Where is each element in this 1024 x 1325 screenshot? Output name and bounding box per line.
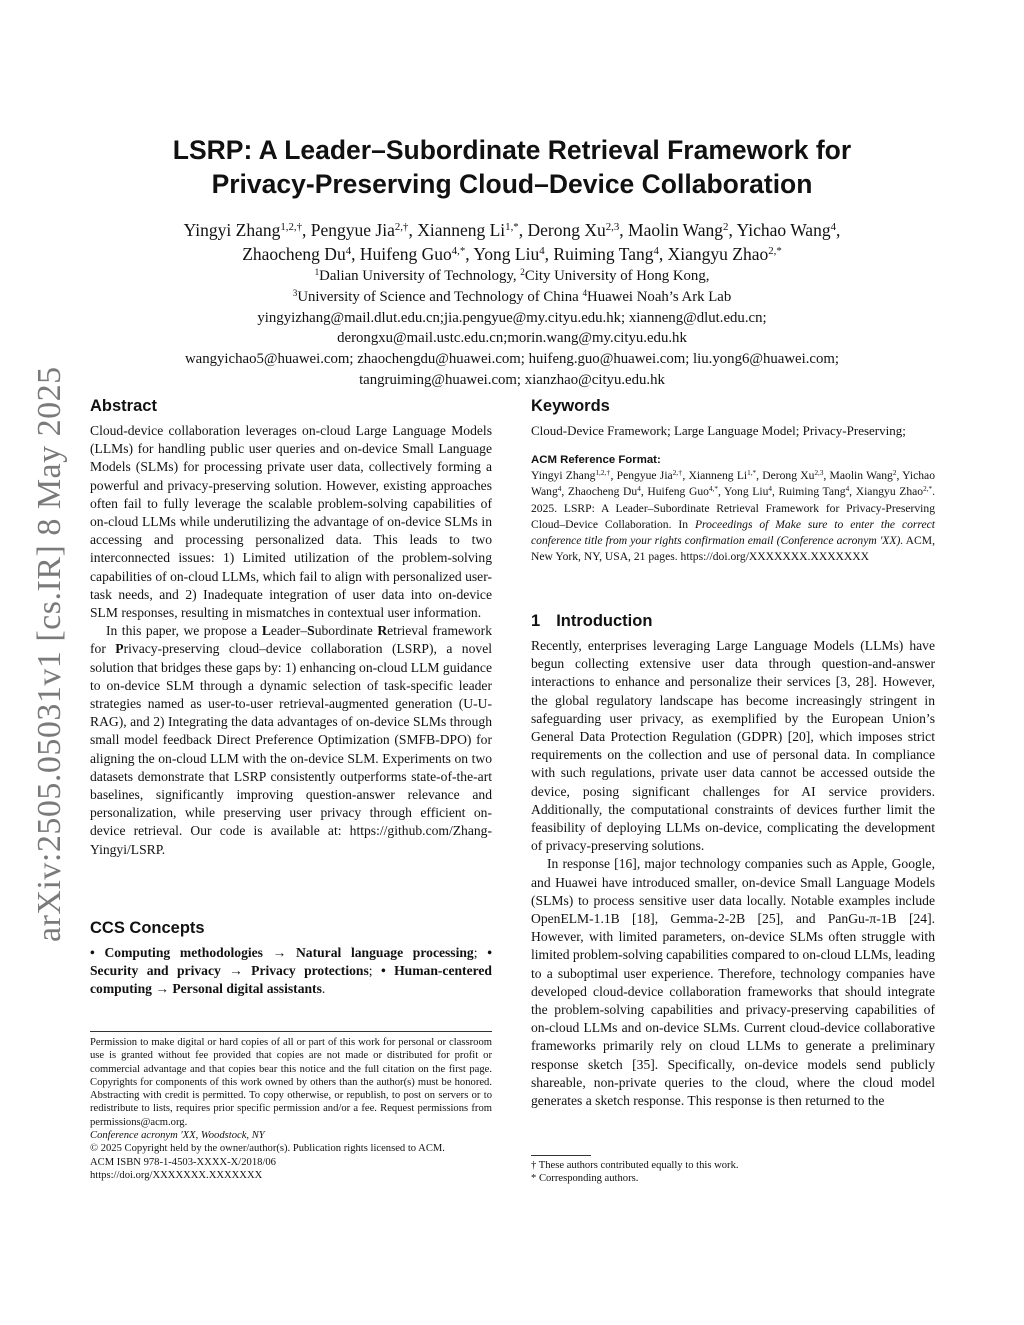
author-line-2: Zhaocheng Du$^4$, Huifeng Guo$^{4,*}$, Yong Liu$^4$, Ruiming Tang$^4$, Xiangyu Zhao$^{2,*}$: [242, 244, 782, 264]
introduction-section: [531, 612, 935, 1110]
footnote-rule: [90, 1031, 492, 1032]
email-line: tangruiming@huawei.com; xianzhao@cityu.edu.hk: [359, 371, 665, 388]
author-sup: 2,†: [394, 221, 409, 234]
acm-reference-text: Yingyi Zhang$^{1,2,\dagger}$, Pengyue Jia$^{2,\dagger}$, Xianneng $Li^{1,*}$, Derong Xu$^{2,3}$, Maolin Wang$^2$, Yichao Wang$^4$, Zhaocheng Du$^4$, Huifeng Guo$^{4,*}$, Yong Liu$^4$, Ruiming Tang$^4$, Xiangyu Zhao$^{2,*}$. 2025. LSRP: A Leader–Subordinate Retrieval Framework for Privacy-Preserving Cloud–Device Collaboration. In Proceedings of Make sure to enter the correct conference title from your rights confirmation email (Conference acronym 'XX). ACM, New York, NY, USA, 21 pages. https://doi.org/XXXXXXX.XXXXXXX: [531, 469, 935, 564]
ccs-heading: CCS Concepts: [90, 919, 205, 937]
arxiv-identifier: arXiv:2505.05031v1 [cs.IR] 8 May 2025: [31, 366, 68, 942]
author-name: Ruiming Tang: [553, 244, 654, 264]
title-line-1: LSRP: A Leader–Subordinate Retrieval Framework for: [172, 135, 852, 165]
permission-text: Permission to make digital or hard copies of all or part of this work for personal or classroom use is granted without fee provided that copies are not made or distributed for profit or commercial advantage and that copies bear this notice and the full citation on the first page. Copyrights for components of this work owned by others than the author(s) must be honored. Abstracting with credit is permitted. To copy otherwise, or republish, to post on servers or to redistribute to lists, requires prior specific permission and/or a fee. Request permissions from permissions@acm.org.: [90, 1037, 492, 1128]
author-sup: 2: [723, 221, 729, 234]
isbn-line: ACM ISBN 978-1-4503-XXXX-X/2018/06: [90, 1156, 276, 1168]
introduction-heading: [531, 612, 935, 631]
keywords-text: Cloud-Device Framework; Large Language Model; Privacy-Preserving;: [531, 423, 906, 438]
ccs-body: • Computing methodologies → Natural language processing; • Security and privacy → Privacy protections; • Human-centered computing → Personal digital assistants.: [90, 945, 492, 997]
section-number: 1: [531, 612, 541, 630]
abstract-section: [90, 397, 492, 859]
author-sup: 2,*: [768, 245, 782, 258]
author-name: Yong Liu: [473, 244, 540, 264]
abstract-heading: Abstract: [90, 397, 157, 415]
author-sup: 4: [345, 245, 352, 258]
author-name: Zhaocheng Du: [242, 244, 346, 264]
title-line-2: Privacy-Preserving Cloud–Device Collaboration: [211, 169, 813, 199]
doi-line: https://doi.org/XXXXXXX.XXXXXXX: [90, 1169, 263, 1181]
paper-title: [100, 133, 924, 201]
author-name: Xiangyu Zhao: [667, 244, 769, 264]
section-title: Introduction: [556, 612, 653, 630]
introduction-body: [531, 637, 935, 1110]
intro-paragraph-1: Recently, enterprises leveraging Large Language Models (LLMs) have begun collecting extensive user data through question-and-answer interactions to enhance and personalize their services [3, 28]. However, the global regulatory landscape has become increasingly stringent in safeguarding user privacy, as exemplified by the European Union’s General Data Protection Regulation (GDPR) [20], which imposes strict requirements on the collection and use of personal data. In compliance with such regulations, private user data cannot be accessed outside the device, posing significant challenges for AI service providers. Additionally, the computational constraints of devices further limit the feasibility of deploying LLMs on-device, complicating the development of privacy-preserving solutions.: [531, 638, 935, 854]
email-line: derongxu@mail.ustc.edu.cn;morin.wang@my.cityu.edu.hk: [337, 330, 687, 347]
author-name: Derong Xu: [527, 220, 606, 240]
copyright-line: © 2025 Copyright held by the owner/author(s). Publication rights licensed to ACM.: [90, 1143, 445, 1155]
acm-reference: [531, 454, 935, 566]
author-sup: 1,*: [505, 221, 519, 234]
author-name: Yichao Wang: [736, 220, 831, 240]
keywords-heading: Keywords: [531, 397, 610, 415]
email-line: yingyizhang@mail.dlut.edu.cn;jia.pengyue@my.cityu.edu.hk; xianneng@dlut.edu.cn;: [257, 309, 767, 326]
email-line: wangyichao5@huawei.com; zhaochengdu@huawei.com; huifeng.guo@huawei.com; liu.yong6@huawei.com;: [184, 351, 840, 368]
author-sup: 4: [653, 245, 659, 258]
author-name: Huifeng Guo: [359, 244, 452, 264]
ccs-section: [90, 919, 492, 999]
affiliations: [80, 266, 944, 391]
author-sup: 4: [539, 245, 545, 258]
conference-line: Conference acronym 'XX, Woodstock, NY: [90, 1130, 265, 1142]
footnote-rule: [531, 1155, 591, 1156]
author-sup: 2,3: [605, 221, 620, 234]
footnote-corresponding: * Corresponding authors.: [531, 1173, 639, 1185]
author-footnotes: [531, 1159, 935, 1186]
acm-reference-heading: ACM Reference Format:: [531, 454, 661, 466]
author-list: [80, 218, 944, 266]
footnote-equal-contribution: † These authors contributed equally to this work.: [531, 1160, 739, 1171]
keywords-section: [531, 397, 935, 440]
affiliation-line-1: $^1$Dalian University of Technology, $^2$City University of Hong Kong,: [314, 266, 710, 284]
author-name: Yingyi Zhang: [183, 220, 281, 240]
abstract-paragraph-1: Cloud-device collaboration leverages on-cloud Large Language Models (LLMs) for handling public user queries and on-device Small Language Models (SLMs) for processing private user data, collectively forming a powerful and privacy-preserving solution. However, existing approaches often fail to fully leverage the scalable problem-solving capabilities of on-cloud LLMs while underutilizing the advantage of on-device SLMs in accessing and processing personalized data. This leads to two interconnected issues: 1) Limited utilization of the problem-solving capabilities of on-cloud LLMs, which fail to align with personalized user-task needs, and 2) Inadequate integration of user data into on-device SLM responses, resulting in mismatches in contextual user information.: [90, 423, 492, 621]
author-name: Maolin Wang: [628, 220, 724, 240]
intro-paragraph-2: In response [16], major technology companies such as Apple, Google, and Huawei have introduced smaller, on-device Small Language Models (SLMs) to process sensitive user data locally. Notable examples include OpenELM-1.1B [18], Gemma-2-2B [25], and PanGu-π-1B [24]. However, with limited parameters, on-device SLMs often struggle with limited problem-solving capabilities compared to on-cloud LLMs, leading to a suboptimal user experience. Therefore, technology companies have developed cloud-device collaboration frameworks that should integrate the problem-solving capabilities and privacy-preserving capabilities of on-cloud LLMs and on-device SLMs. Current cloud-device collaborative frameworks primarily rely on cloud LLMs to generate a preliminary response sketch [35]. Specifically, on-device models send publicly shareable, non-private queries to the cloud, where the cloud model generates a sketch response. This response is then returned to the: [531, 856, 935, 1109]
abstract-body: [90, 422, 492, 859]
author-name: Pengyue Jia: [310, 220, 395, 240]
author-sup: 4,*: [451, 245, 466, 258]
abstract-paragraph-2: In this paper, we propose a Leader–Subordinate Retrieval framework for Privacy-preserving cloud–device collaboration (LSRP), a novel solution that bridges these gaps by: 1) enhancing on-cloud LLM guidance to on-device SLM through a dynamic selection of task-specific leader strategies named as user-to-user retrieval-augmented generation (U-U-RAG), and 2) Integrating the data advantages of on-device SLMs through small model feedback Direct Preference Optimization (SMFB-DPO) for aligning the on-cloud LLM with the on-device SLM. Experiments on two datasets demonstrate that LSRP consistently outperforms state-of-the-art baselines, significantly improving question-answer relevance and personalization, while preserving user privacy through efficient on-device retrieval. Our code is available at: https://github.com/Zhang-Yingyi/LSRP.: [90, 623, 493, 857]
author-name: Xianneng Li: [417, 220, 506, 240]
author-sup: 4: [830, 221, 836, 234]
affiliation-line-2: $^3$University of Science and Technology of China $^4$Huawei Noah’s Ark Lab: [292, 287, 732, 305]
author-sup: 1,2,†: [280, 221, 303, 234]
author-line-1: Yingyi Zhang$^{1,2,\dagger}$, Pengyue Jia$^{2,\dagger}$, Xianneng $Li^{1,*}$, Derong Xu$^{2,3}$, Maolin Wang$^2$, Yichao Wang$^4$,: [183, 220, 841, 240]
permission-notice: [90, 1036, 492, 1182]
